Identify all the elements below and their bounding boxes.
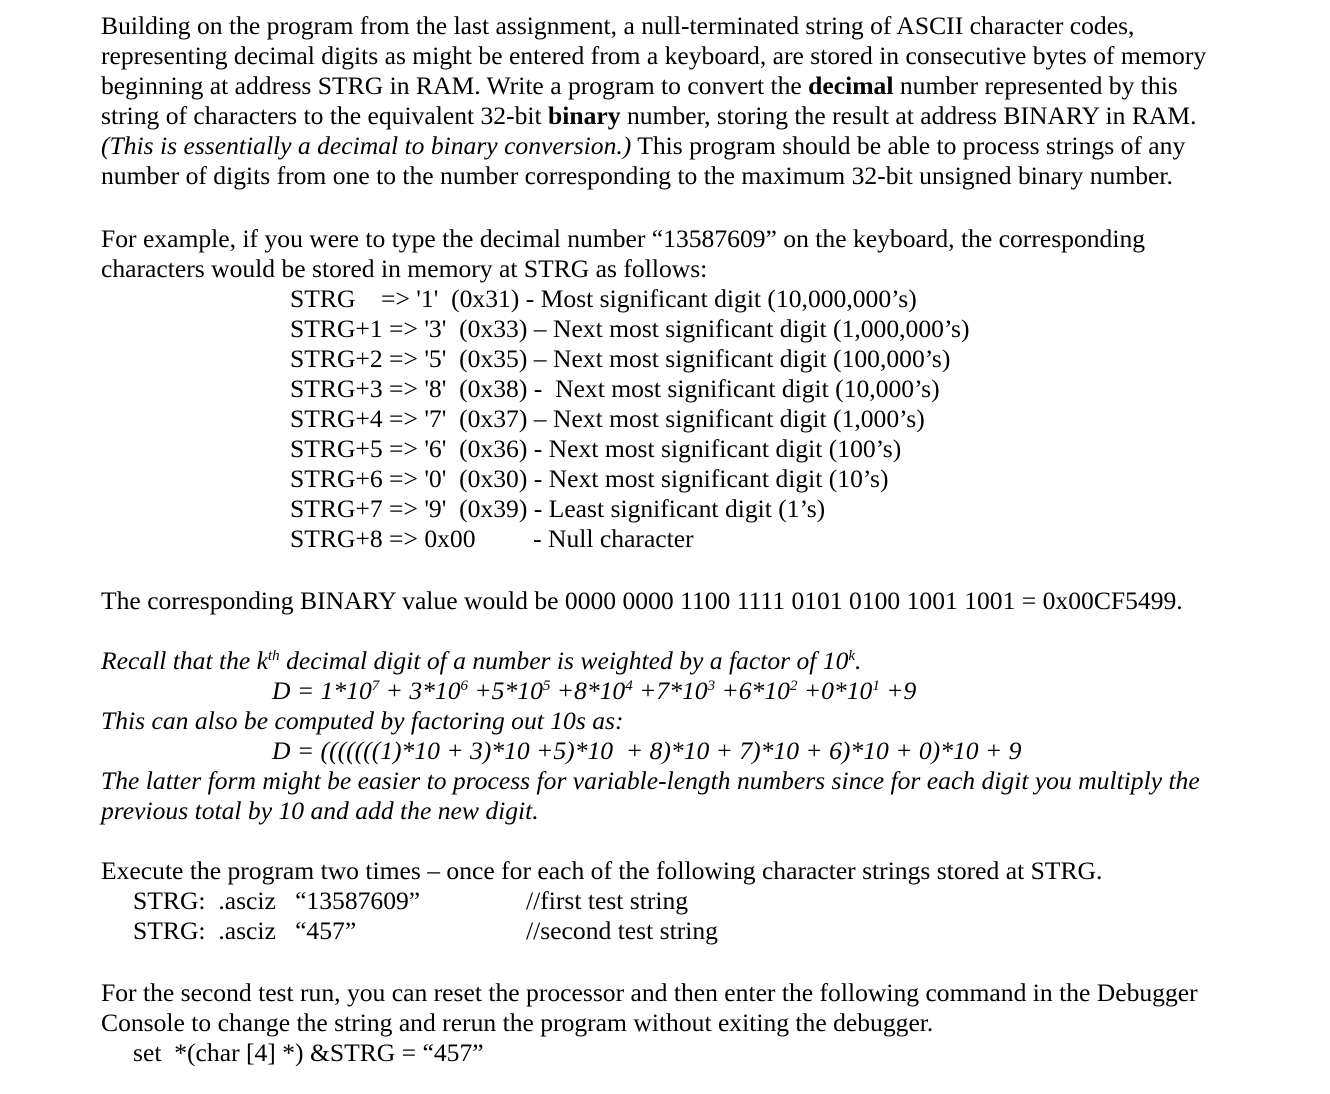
recall-line-1: Recall that the $k^{th}$ decimal digit of a number is weighted by a factor of 10$^k$. (101, 646, 862, 675)
test-string-comment: //second test string (526, 916, 718, 945)
binary-result-line: The corresponding BINARY value would be 0000 0000 1100 1111 0101 0100 1001 1001 = 0x00CF5499. (101, 586, 1183, 615)
intro-line-1: Building on the program from the last assignment, a null-terminated string of ASCII character codes, (101, 11, 1135, 40)
debugger-command: set *(char [4] *) &STRG = “457” (133, 1038, 484, 1067)
second-run-paragraph (101, 978, 1198, 1038)
example-line-2: characters would be stored in memory at STRG as follows: (101, 254, 708, 283)
decimal-bold: decimal (808, 71, 894, 100)
intro-line-5: (This is essentially a decimal to binary conversion.) This program should be able to process strings of any (101, 131, 1186, 160)
intro-line-6: number of digits from one to the number corresponding to the maximum 32-bit unsigned binary number. (101, 161, 1173, 190)
memory-row: STRG+7 => '9' (0x39) - Least significant digit (1’s) (290, 494, 826, 523)
memory-row: STRG+2 => '5' (0x35) – Next most significant digit (100,000’s) (290, 344, 951, 373)
memory-row: STRG+1 => '3' (0x33) – Next most significant digit (1,000,000’s) (290, 314, 970, 343)
second-run-line-1: For the second test run, you can reset the processor and then enter the following command in the Debugger (101, 978, 1198, 1007)
recall-line-3: This can also be computed by factoring out 10s as: (101, 706, 624, 735)
test-string-code: STRG: .asciz “13587609” (133, 886, 421, 915)
example-paragraph (101, 224, 1145, 284)
intro-paragraph (101, 11, 1206, 191)
second-run-line-2: Console to change the string and rerun the program without exiting the debugger. (101, 1008, 934, 1037)
equation-factored: D = (((((((1)*10 + 3)*10 +5)*10 + 8)*10 + 7)*10 + 6)*10 + 0)*10 + 9 (272, 736, 1022, 765)
memory-row: STRG+4 => '7' (0x37) – Next most significant digit (1,000’s) (290, 404, 925, 433)
test-string-code: STRG: .asciz “457” (133, 916, 357, 945)
test-string-comment: //first test string (526, 886, 689, 915)
memory-row: STRG+6 => '0' (0x30) - Next most significant digit (10’s) (290, 464, 889, 493)
execute-line-1: Execute the program two times – once for each of the following character strings stored at STRG. (101, 856, 1103, 885)
memory-row: STRG => '1' (0x31) - Most significant digit (10,000,000’s) (290, 284, 917, 313)
recall-line-5: The latter form might be easier to process for variable-length numbers since for each digit you multiply the (101, 766, 1200, 795)
intro-line-3: beginning at address STRG in RAM. Write a program to convert the decimal number represented by this (101, 71, 1178, 100)
memory-row: STRG+8 => 0x00 - Null character (290, 524, 694, 553)
example-line-1: For example, if you were to type the decimal number “13587609” on the keyboard, the corresponding (101, 224, 1146, 253)
recall-line-6: previous total by 10 and add the new digit. (101, 796, 539, 825)
intro-line-2: representing decimal digits as might be entered from a keyboard, are stored in consecutive bytes of memory (101, 41, 1207, 70)
equation-expanded: $D = 1*10^7 + 3*10^6 +5*10^5 +8*10^4 +7*10^3 +6*10^2 +0*10^1 +9$ (272, 676, 917, 705)
memory-row: STRG+5 => '6' (0x36) - Next most significant digit (100’s) (290, 434, 902, 463)
recall-tail (101, 766, 1200, 826)
intro-line-4: string of characters to the equivalent 32-bit binary number, storing the result at address BINARY in RAM. (101, 101, 1197, 130)
binary-bold: binary (548, 101, 621, 130)
memory-row: STRG+3 => '8' (0x38) - Next most significant digit (10,000’s) (290, 374, 940, 403)
